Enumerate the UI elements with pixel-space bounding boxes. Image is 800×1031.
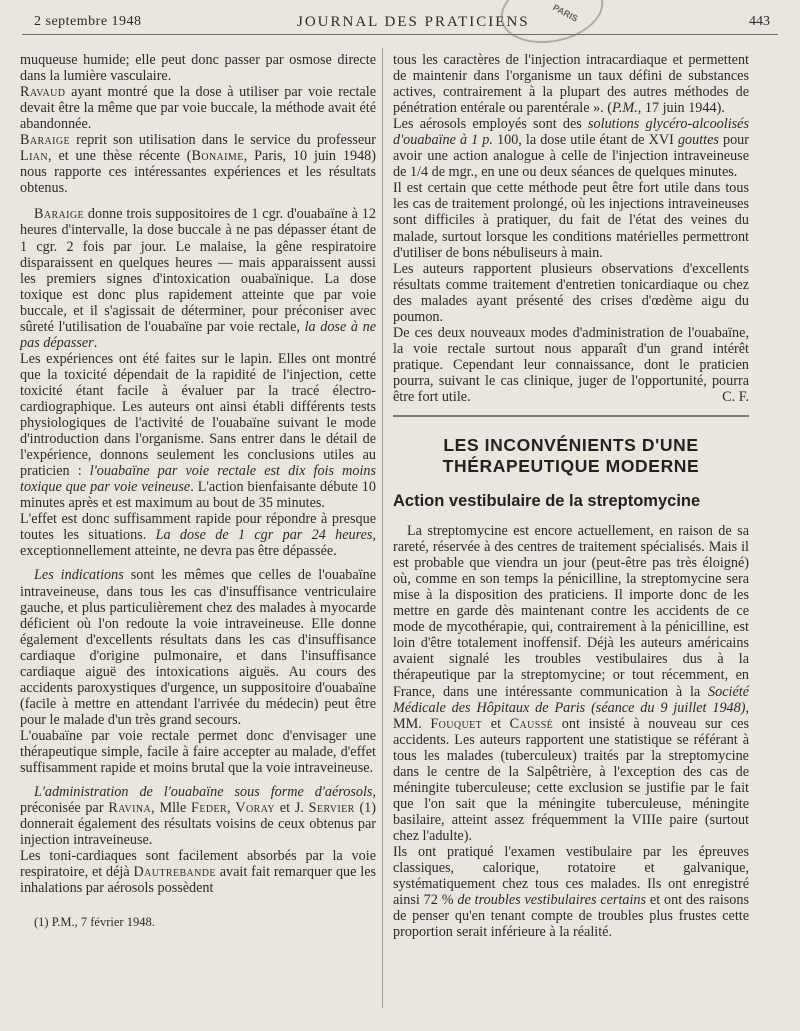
column-divider xyxy=(382,48,383,1008)
article-subtitle: Action vestibulaire de la streptomycine xyxy=(393,492,701,511)
paragraph: Les indications sont les mêmes que celles de l'ouabaïne intraveineuse, dans tous les cas d'insuffisance ventriculaire gauche, et plus particulièrement chez des malades à myocarde déficient où l'on redoute la voie intraveineuse. Elle donne également d'excellents résultats dans les cas d'insuffisance cardiaque d'origine pulmonaire, et dans l'insuffisance cardiaque aiguë des intoxications aiguës. Au cours des accidents paroxystiques d'urgence, un suppositoire d'ouabaïne (facile à mettre en attendant l'arrivée du médecin) peut être pour le malade d'un très grand secours. xyxy=(20,567,376,728)
paragraph: L'ouabaïne par voie rectale permet donc d'envisager une thérapeutique simple, facile à faire accepter au malade, d'effet suffisamment rapide et moins brutal que la voie intraveineuse. xyxy=(20,727,376,777)
paragraph: De ces deux nouveaux modes d'administration de l'ouabaïne, la voie rectale surtout nous apparaît d'un grand intérêt pratique. Cependant leur connaissance, dont le praticien pourra, suivant le cas clinique, juger de l'opportunité, pourra être fort utile. C. F. xyxy=(393,324,749,405)
paragraph: Les toni-cardiaques sont facilement absorbés par la voie respiratoire, et déjà Dautrebande avait fait remarquer que les inhalations par aérosols possèdent xyxy=(20,848,377,897)
journal-title: JOURNAL DES PRATICIENS xyxy=(297,14,530,30)
stamp-text: PARIS xyxy=(551,2,580,24)
paragraph: Baraige reprit son utilisation dans le service du professeur Lian, et une thèse récente (Bonaime, Paris, 10 juin 1948) nous rapporte ces intéressantes expériences et les résultats obtenus. xyxy=(20,132,376,197)
paragraph: Ravaud ayant montré que la dose à utiliser par voie rectale devait être la même que par voie buccale, la méthode avait été abandonnée. xyxy=(20,84,376,133)
section-header xyxy=(393,415,749,477)
footnote: (1) P.M., 7 février 1948. xyxy=(34,915,155,930)
author-name: Baraige xyxy=(34,206,85,223)
right-column xyxy=(393,52,749,940)
author-name: Ravaud xyxy=(20,84,66,101)
paragraph: Il est certain que cette méthode peut être fort utile dans tous les cas de traitement prolongé, où les injections intraveineuses sont difficiles à pratiquer, du fait de l'état des veines du malade, surtout lorsque les conditions matérielles permettront d'utiliser de bons nébuliseurs à main. xyxy=(393,180,749,261)
paragraph: La streptomycine est encore actuellement, en raison de sa rareté, réservée à des centres de traitement spécialisés. Mais il est probable que viendra un jour (peut-être pas très éloigné) où, comme en son temps la pénicilline, la streptomycine sera mise à la disposition des praticiens. Il importe donc de les mettre en garde dès maintenant contre les accidents de ce mode de mycothérapie, qui, contrairement à la pénicilline, est loin d'être totalement inoffensif. Déjà les auteurs américains avaient signalé les troubles vestibulaires dus à la thérapeutique par la streptomycine; or tout récemment, en France, dans une intéressante communication à la Société Médicale des Hôpitaux de Paris (séance du 9 juillet 1948), MM. Fouquet et Caussé ont insisté à nouveau sur ces accidents. Les auteurs rapportent une statistique se référant à tous les malades (tuberculeux) traités par la streptomycine dans le centre de la Salpêtrière, à l'exception des cas de méningite tuberculeuse; cette exclusion se justifie par le fait que l'on sait que la méningite tuberculeuse, méningite basilaire, atteint assez fréquemment la VIIIe paire (surtout chez l'adulte). xyxy=(393,523,750,844)
author-name: Bonaime xyxy=(191,148,244,165)
paragraph: muqueuse humide; elle peut donc passer par osmose directe dans la lumière vasculaire. xyxy=(20,52,376,85)
paragraph: tous les caractères de l'injection intracardiaque et permettent de maintenir dans l'organisme un taux défini de substances actives, contrairement à la plupart des autres méthodes de pénétration entérale ou parentérale ». (P.M., 17 juin 1944). xyxy=(393,52,749,117)
author-name: Lian xyxy=(20,148,49,165)
paragraph: Les auteurs rapportent plusieurs observations d'excellents résultats comme traitement d'entretien tonicardiaque ou chez des malades ayant présenté des crises d'œdème aigu du poumon. xyxy=(393,260,749,325)
section-title: LES INCONVÉNIENTS D'UNE THÉRAPEUTIQUE MODERNE xyxy=(442,435,700,477)
paragraph: L'effet est donc suffisamment rapide pour répondre à presque toutes les situations. La dose de 1 cgr par 24 heures, exceptionnellement atteinte, ne devra pas être dépassée. xyxy=(20,511,376,560)
left-column xyxy=(20,52,376,930)
paragraph: Les aérosols employés sont des solutions glycéro-alcoolisés d'ouabaïne à 1 p. 100, la dose utile étant de XVI gouttes pour avoir une action analogue à celle de l'injection intraveineuse de 1/4 de mgr., en une ou deux séances de quelques minutes. xyxy=(393,116,749,181)
page-header xyxy=(22,8,778,35)
paragraph: Les expériences ont été faites sur le lapin. Elles ont montré que la toxicité dépendait de la rapidité de l'injection, cette toxicité étant facile à évaluer par la tracé électro-cardiographique. Les auteurs ont ainsi établi différents tests physiologiques de l'activité de l'ouabaïne suivant le mode d'introduction dans l'organisme. Sans entrer dans le détail de l'expérience, donnons seulement les conclusions utiles au praticien : l'ouabaïne par voie rectale est dix fois moins toxique que par voie veineuse. L'action bienfaisante débute 10 minutes après et est maximum au bout de 35 minutes. xyxy=(20,350,377,512)
header-date: 2 septembre 1948 xyxy=(34,14,142,29)
page-number: 443 xyxy=(749,14,770,29)
paragraph: Baraige donne trois suppositoires de 1 cgr. d'ouabaïne à 12 heures d'intervalle, la dose buccale à ne pas dépasser étant de 1 cgr. 2 fois par jour. Le malaise, la gêne respiratoire disparaissent en quelques heures — mais apparaissent aussi les premiers signes d'intoxication ouabaïnique. La dose toxique est donc plus rapidement atteinte que par voie buccale, et il s'agissait de déterminer, pour préconiser avec sûreté l'utilisation de l'ouabaïne par voie rectale, la dose à ne pas dépasser. xyxy=(20,206,376,351)
paragraph: Ils ont pratiqué l'examen vestibulaire par les épreuves classiques, calorique, rotatoire et galvanique, systématiquement chez tous ces malades. Ils ont enregistré ainsi 72 % de troubles vestibulaires certains et ont des raisons de penser qu'en tenant compte de troubles plus frustes cette proportion serait inférieure à la réalité. xyxy=(393,843,749,941)
author-name: Baraige xyxy=(20,132,71,149)
paragraph: L'administration de l'ouabaïne sous forme d'aérosols, préconisée par Ravina, Mlle Feder, Voray et J. Servier (1) donnerait également des résultats voisins de ceux obtenus par injection intraveineuse. xyxy=(20,784,376,849)
signature: C. F. xyxy=(722,388,749,405)
